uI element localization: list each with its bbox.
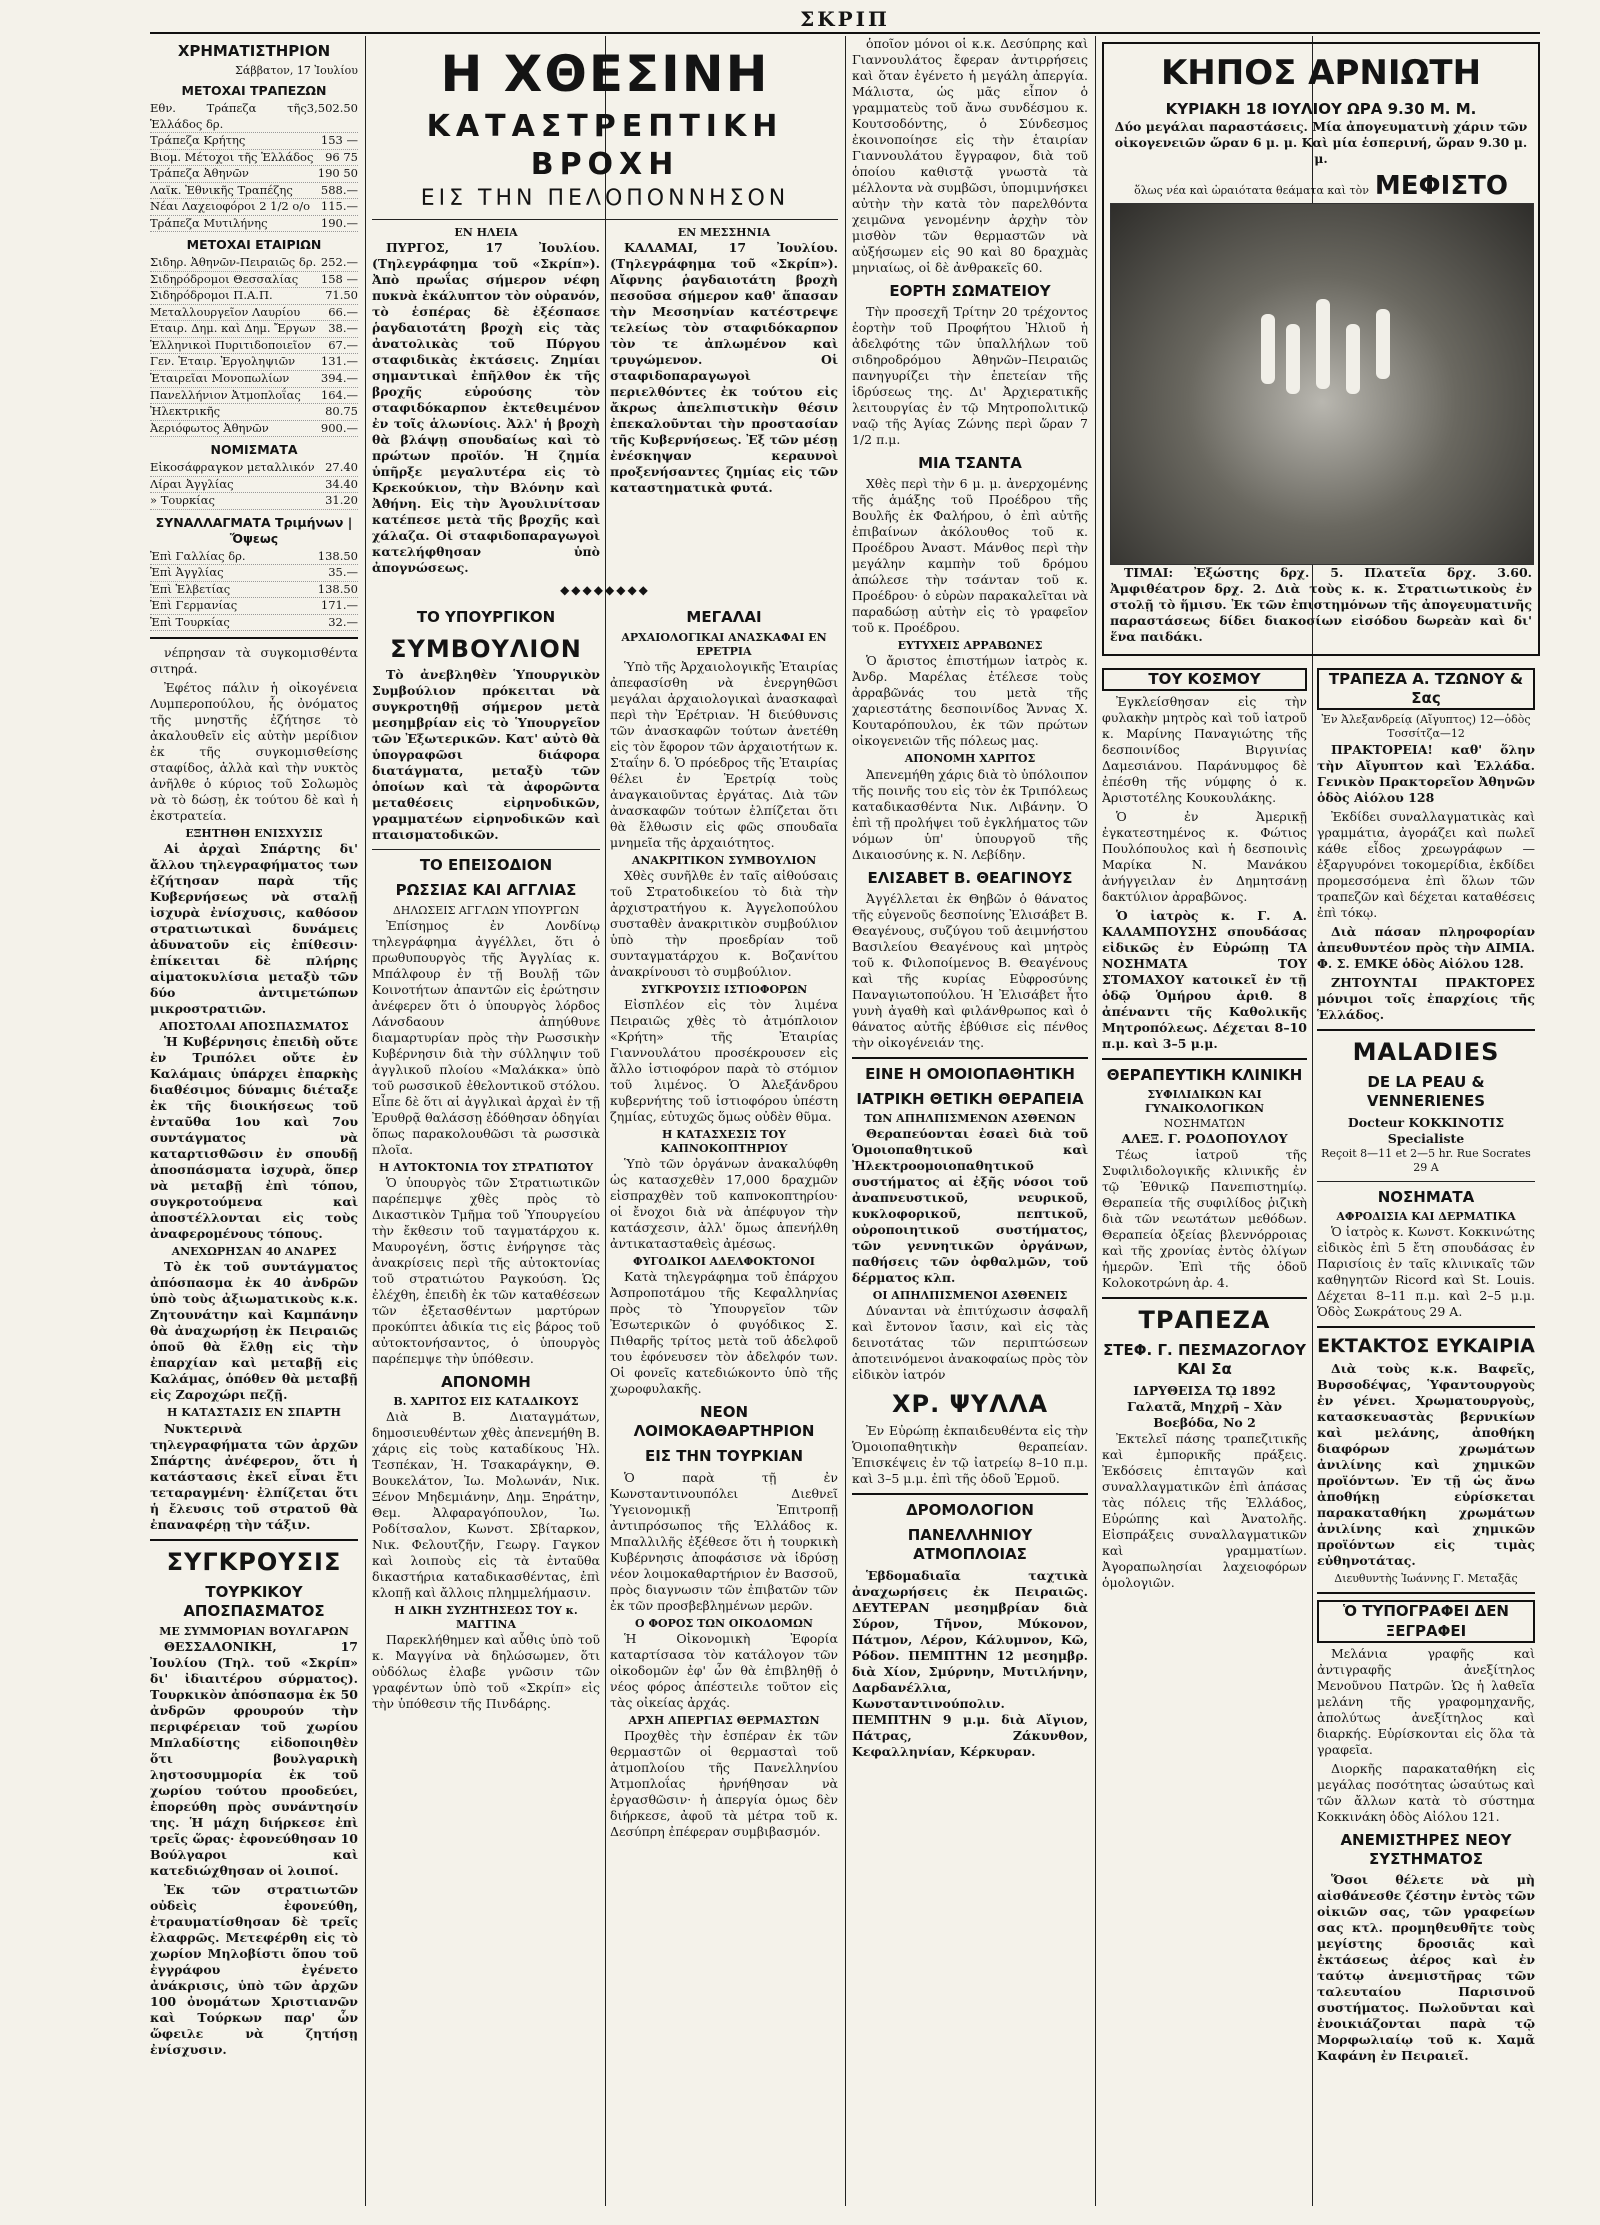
paragraph: Ὁ ἰατρὸς κ. Κωνστ. Κοκκινώτης εἰδικὸς ἐπὶ 5 ἔτη σπουδάσας ἐν Παρισίοις ἐν ταῖς κλινικαῖς τῶν καθηγητῶν Ricord καὶ St. Louis. Δέχεται 8–11 π.μ. καὶ 2–5 μ.μ. Ὁδὸς Σωκράτους 29 Α. xyxy=(1317,1224,1535,1320)
market-item-name: Ἐπὶ Γαλλίας δρ. xyxy=(150,548,246,563)
paragraph: Ἐκτελεῖ πάσης τραπεζιτικῆς καὶ ἐμπορικῆς πράξεις. Ἐκδόσεις ἐπιταγῶν καὶ συναλλαγματικῶν ἐπὶ ἁπάσας τὰς πόλεις τῆς Ἑλλάδος, Εὐρώπης καὶ Ἀνατολῆς. Εἰσπράξεις συναλλαγματικῶν καὶ γραμματίων. Ἀγοραπωλησίαι λαχειοφόρων ὁμολογιῶν. xyxy=(1102,1430,1307,1590)
paragraph: Ὅσοι θέλετε νὰ μὴ αἰσθάνεσθε ζέστην ἐντὸς τῶν οἰκιῶν σας, τῶν γραφείων σας κτλ. προμηθευθῆτε τοὺς μεγίστης δροσιᾶς καὶ ἐκτάσεως ἀέρος καὶ ἐν ταύτῳ ἀνεμιστῆρας τῶν ταλευταίου Παρισινοῦ συστήματος. Πωλοῦνται καὶ ἐνοικιάζονται παρὰ τῷ Μορφωλιαίῳ τοῦ κ. Χαμᾶ Καφάνη ἐν Πειραιεῖ. xyxy=(1317,1872,1535,2064)
market-item-value: 31.20 xyxy=(325,493,358,508)
paragraph: ΚΑΛΑΜΑΙ, 17 Ἰουλίου. (Τηλεγράφημα τοῦ «Σκρίπ»). Αἴφνης ῥαγδαιοτάτη βροχὴ πεσοῦσα σήμερον καθ' ἅπασαν τὴν Μεσσηνίαν κατέστρεψε τελείως τὸν σταφιδόκαρπον τὸν τε ἀπλωμένον καὶ τρυγώμενον. Οἱ σταφιδοπαραγωγοὶ περιελθόντες ἐκ τούτου εἰς ἄκρως ἀπελπιστικὴν θέσιν ἐπεκαλοῦνται τὴν προστασίαν τῆς Κυβερνήσεως. Ἐξ τῶν μέσῃ ἐνέσκηψαν κεραυνοὶ προξενήσαντες ζημίας εἰς τῶν καταστηματικὰ φυτά. xyxy=(610,240,838,496)
market-item-name: Ἐπὶ Ἀγγλίας xyxy=(150,565,224,580)
market-item-value: 115.— xyxy=(320,199,358,214)
paragraph: ΠΡΑΚΤΟΡΕΙΑ! καθ' ὅλην τὴν Αἴγυπτον καὶ Ἑλλάδα. Γενικὸν Πρακτορεῖον Ἀθηνῶν ὁδὸς Αἰόλου 128 xyxy=(1317,741,1535,805)
market-row xyxy=(150,216,358,233)
subheading: ΑΝΕΧΩΡΗΣΑΝ 40 ΑΝΔΡΕΣ xyxy=(171,1245,337,1259)
market-item-name: Πανελλήνιον Ἀτμοπλοΐας xyxy=(150,387,301,402)
paragraph: Ἀγγέλλεται ἐκ Θηβῶν ὁ θάνατος τῆς εὐγενοῦς δεσποίνης Ἐλισάβετ Β. Θεαγένους, συζύγου τοῦ ἀειμνήστου Βασιλείου Θεαγένους καὶ μητρὸς τοῦ κ. Φιλοποίμενος Β. Θεαγένους καὶ τῆς κυρίας Εὐφροσύνης Παναγιωτοπούλου. Ἡ Ἐλισάβετ ἦτο γυνὴ ἀγαθὴ καὶ φιλάνθρωπος καὶ ὁ θάνατος αὐτῆς ἐβύθισε εἰς πένθος τὴν οἰκογένειάν της. xyxy=(852,890,1088,1050)
subheading: ΕΝ ΜΕΣΣΗΝΙΑ xyxy=(677,225,771,239)
paragraph: Ἡ Κυβέρνησις ἐπειδὴ οὔτε ἐν Τριπόλει οὔτε ἐν Καλάμαις ὑπάρχει ἐπαρκὴς διαθέσιμος δύναμις διέταξε ἐκ τῆς διοικήσεως τοῦ ἐνταῦθα 1ου καὶ 7ου συντάγματος νὰ καταρτισθῶσιν ἐν σπουδῇ ἀποσπάσματα ἰσχυρὰ, ὅπερ νὰ μεταβῇ ἐπὶ τόπου, συγκροτούμενα καὶ ἀποστέλλονται εἰς τοὺς ἀναφερομένους τόπους. xyxy=(150,1034,358,1242)
paragraph: Χθὲς περὶ τὴν 6 μ. μ. ἀνερχομένης τῆς ἁμάξης τοῦ Προέδρου τῆς Βουλῆς ἐκ Φαλήρου, ὁ ἐπὶ αὐτῆς ἐπιβαίνων ἀκόλουθος τοῦ κ. Προέδρου Ἀναστ. Μάνθος περὶ τὴν μεγάλην καμπὴν τοῦ δρόμου ἀπώλεσε τὴν τσάνταν τοῦ κ. Προέδρου· ὁ εὑρὼν παρακαλεῖται νὰ παραδώσῃ αὐτὴν εἰς τὸ γραφεῖον τοῦ κ. Προέδρου. xyxy=(852,476,1088,636)
market-row xyxy=(150,338,358,355)
market-item-name: Εἰκοσάφραγκον μεταλλικόν xyxy=(150,460,315,475)
paragraph: νέπρησαν τὰ συγκομισθέντα σιτηρά. xyxy=(150,645,358,677)
market-item-value: 66.— xyxy=(328,304,358,319)
market-row xyxy=(150,150,358,167)
main-headline-3: ΕΙΣ ΤΗΝ ΠΕΛΟΠΟΝΝΗΣΟΝ xyxy=(420,185,790,211)
market-item-name: Ἐπὶ Γερμανίας xyxy=(150,598,238,613)
market-item-value: 96 75 xyxy=(325,149,358,164)
doctor-name: Docteur ΚΟΚΚΙΝΟΤΙΣ Specialiste xyxy=(1347,1114,1505,1146)
bank-title: ΤΡΑΠΕΖΑ xyxy=(1138,1305,1271,1334)
right-ad-column xyxy=(1102,36,1540,2206)
paragraph: Χθὲς συνῆλθε ἐν ταῖς αἰθούσαις τοῦ Στρατοδικείου τὸ διὰ τὴν ἀρχιστρατήγου κ. Ἀγγελοπούλου συσταθὲν ἀνακριτικὸν συμβούλιον ὑπὸ τὴν προεδρίαν τοῦ συνταγματάρχου κ. Βοζανίτου ἀνακρίνουσι τὸ συμβούλιον. xyxy=(610,867,838,979)
banks-table xyxy=(150,101,358,232)
ad-headline: ΙΑΤΡΙΚΗ ΘΕΤΙΚΗ ΘΕΡΑΠΕΙΑ xyxy=(856,1089,1084,1108)
clinic-title: ΘΕΡΑΠΕΥΤΙΚΗ ΚΛΙΝΙΚΗ xyxy=(1106,1066,1303,1085)
market-item-name: Ἑλληνικοὶ Πυριτιδοποιεῖον xyxy=(150,337,312,352)
center-column xyxy=(372,36,838,2206)
market-item-value: 131.— xyxy=(320,354,358,369)
headline-sub: ΑΡΧΑΙΟΛΟΓΙΚΑΙ ΑΝΑΣΚΑΦΑΙ ΕΝ ΕΡΕΤΡΙΑ xyxy=(621,630,827,658)
headline: ΕΚΤΑΚΤΟΣ ΕΥΚΑΙΡΙΑ xyxy=(1317,1335,1535,1358)
headline: ΑΠΟΝΟΜΗ xyxy=(441,1372,531,1391)
market-row xyxy=(150,101,358,133)
subheading: ΑΠΟΣΤΟΛΑΙ ΑΠΟΣΠΑΣΜΑΤΟΣ xyxy=(159,1020,349,1034)
market-row xyxy=(150,321,358,338)
market-item-name: Νέαι Λαχειοφόροι 2 1/2 ο/ο xyxy=(150,199,311,214)
market-item-value: 138.50 xyxy=(317,581,358,596)
headline: ΜΙΑ ΤΣΑΝΤΑ xyxy=(918,454,1022,473)
headline: ΣΥΓΚΡΟΥΣΙΣ xyxy=(166,1547,342,1576)
mefisto-title: ΜΕΦΙΣΤΟ xyxy=(1374,170,1508,201)
market-item-value: 38.— xyxy=(328,321,358,336)
market-item-name: Σιδηρόδρομοι Π.Α.Π. xyxy=(150,288,273,303)
paragraph: Διὰ πάσαν πληροφορίαν ἀπευθυντέον πρὸς τὴν ΑΙΜΙΑ. Φ. Σ. ΕΜΚΕ ὁδὸς Αἰόλου 128. xyxy=(1317,923,1535,971)
paragraph: Τὸ ἀνεβληθὲν Ὑπουργικὸν Συμβούλιον πρόκειται νὰ συγκροτηθῇ σήμερον μετὰ μεσημβρίαν εἰς τὸ Ὑπουργεῖον τῶν Ἐξωτερικῶν. Κατ' αὐτὸ θὰ ὑπογραφῶσι διάφορα διατάγματα, μεταξὺ τῶν ὁποίων καὶ τὰ ἀφορῶντα μεταθέσεις εἰρηνοδικῶν, γραμματέων εἰρηνοδικῶν καὶ πταισματοδικῶν. xyxy=(372,667,600,843)
headline: ΜΕΓΑΛΑΙ xyxy=(686,608,762,627)
prices: ΤΙΜΑΙ: Ἐξώστης δρχ. 5. Πλατεῖα δρχ. 3.60. Ἀμφιθέατρον δρχ. 2. Διὰ τοὺς κ. κ. Στρατιωτικοὺς ἐν στολῇ τὸ ἥμισυ. Ἐκ τῶν ἐπιστημόνων τῆς ἀπογευματινῆς παραστάσεως δίδει διακοσίων εἰσόδου δωρεὰν καὶ δι' ἕνα παιδάκι. xyxy=(1110,564,1532,644)
subheading: ΣΥΓΚΡΟΥΣΙΣ ΙΣΤΙΟΦΟΡΩΝ xyxy=(640,982,808,996)
market-row xyxy=(150,371,358,388)
ornament-divider: ◆◆◆◆◆◆◆◆ xyxy=(560,583,650,598)
market-row xyxy=(150,133,358,150)
clinic-sub: ΣΥΦΙΛΙΔΙΚΩΝ ΚΑΙ ΓΥΝΑΙΚΟΛΟΓΙΚΩΝ xyxy=(1144,1088,1265,1116)
paragraph: Μελάνια γραφῆς καὶ ἀντιγραφῆς ἀνεξίτηλος Μενοῦνου Πατρῶν. Ὡς ἡ λαθεῖα μελάνη τῆς γραφομηχανῆς, ἀπολύτως ἀνεξίτηλος καὶ διαρκής. Εὑρίσκονται εἰς ὅλα τὰ γραφεῖα. xyxy=(1317,1645,1535,1757)
market-item-name: Ἠλεκτρικῆς xyxy=(150,404,221,419)
newspaper-name: ΣΚΡΙΠ xyxy=(800,7,890,31)
market-row xyxy=(150,166,358,183)
garden-title: ΚΗΠΟΣ ΑΡΝΙΩΤΗ xyxy=(1160,53,1482,93)
market-row xyxy=(150,183,358,200)
paragraph: Διορκῆς παρακαταθήκη εἰς μεγάλας ποσότητας ὡσαύτως καὶ τῶν ἄλλων κατὰ τὸ σύστημα Κοκκινάκη ὁδὸς Αἰόλου 121. xyxy=(1317,1760,1535,1824)
market-item-value: 27.40 xyxy=(325,460,358,475)
market-item-value: 252.— xyxy=(320,255,358,270)
headline-sub: ΣΥΜΒΟΥΛΙΟΝ xyxy=(390,634,582,663)
market-item-value: 34.40 xyxy=(325,476,358,491)
headline-sub: ΕΙΣ ΤΗΝ ΤΟΥΡΚΙΑΝ xyxy=(644,1447,804,1466)
headline: ΤΟ ΕΠΕΙΣΟΔΙΟΝ xyxy=(419,856,553,875)
market-row xyxy=(150,598,358,615)
headline-sub: ΡΩΣΣΙΑΣ ΚΑΙ ΑΓΓΛΙΑΣ xyxy=(395,881,577,900)
market-item-value: 158 — xyxy=(320,271,358,286)
market-item-name: Εθν. Τράπεζα τῆς Ἑλλάδος δρ. xyxy=(150,101,307,131)
market-item-value: 153 — xyxy=(320,133,358,148)
headline-sub: ΤΟΥΡΚΙΚΟΥ ΑΠΟΣΠΑΣΜΑΤΟΣ xyxy=(183,1583,325,1621)
paragraph: Ἐκ τῶν στρατιωτῶν οὐδεὶς ἐφονεύθη, ἐτραυματίσθησαν δὲ τρεῖς ἐλαφρῶς. Μετεφέρθη εἰς τὸ χωρίον Μηλοβίστι ὅπου τοῦ ἐγγράφου ἐγένετο ἀνάκρισις, ὑπὸ τῶν ἀρχῶν 100 ὀνομάτων Χριστιανῶν καὶ Τούρκων παρ' ὧν ὥφειλε νὰ ζητήσῃ ἐνίσχυσιν. xyxy=(150,1881,358,2057)
paragraph: Ὁ ὑπουργὸς τῶν Στρατιωτικῶν παρέπεμψε χθὲς πρὸς τὸ Δικαστικὸν Τμῆμα τοῦ Ὑπουργείου τὴν ἔκθεσιν τοῦ ταγματάρχου κ. Μαυρογένη, ὅστις ἐνήργησε τὰς ἀνακρίσεις περὶ τῆς αὐτοκτονίας τοῦ στρατιώτου Ραγκούση. Ὡς ἐλέχθη, ἐπειδὴ ἐκ τῶν καταθέσεων τῶν ἐξετασθέντων μαρτύρων προκύπτει ἀδικία τις εἰς βάρος τοῦ αὐτοκτονήσαντος, ὁ ὑπουργὸς παρέπεμψε τὴν ὑπόθεσιν. xyxy=(372,1174,600,1366)
paragraph: ΘΕΣΣΑΛΟΝΙΚΗ, 17 Ἰουλίου (Τηλ. τοῦ «Σκρίπ» δι' ἰδιαιτέρου σύρματος). Τουρκικὸν ἀπόσπασμα ἐκ 50 ἀνδρῶν φρουρούν τὴν περιφέρειαν τοῦ χωρίου Μπλαδίστης εἰδοποιηθὲν ὅτι βουλγαρικὴ ληστοσυμμορία ἐκ τοῦ χωρίου τούτου προοδεύει, ἐπορεύθη πρὸς συνάντησίν της. Ἡ μάχη διήρκεσε ἐπὶ τρεῖς ὥρας· ἐφονεύθησαν 10 Βούλγαροι καὶ κατεδιώχθησαν οἱ λοιποί. xyxy=(150,1638,358,1878)
subheading: Η ΚΑΤΑΣΤΑΣΙΣ ΕΝ ΣΠΑΡΤΗ xyxy=(167,1406,341,1420)
market-row xyxy=(150,460,358,477)
headline: ΝΟΣΗΜΑΤΑ xyxy=(1377,1187,1475,1206)
market-item-value: 164.— xyxy=(320,387,358,402)
paragraph: Τέως ἰατροῦ τῆς Συφιλιδολογικῆς κλινικῆς ἐν τῷ Ἐθνικῷ Πανεπιστημίῳ. Θεραπεία τῆς συφιλίδος ῥιζικὴ διὰ τῶν νεωτάτων μεθόδων. Θεραπεία ὀξείας βλεννόρροιας καὶ τῆς χρονίας ἐντὸς ὀλίγων ἡμερῶν. Ἐπὶ τῆς ὁδοῦ Κολοκοτρώνη ἀρ. 4. xyxy=(1102,1146,1307,1290)
main-headline: Η ΧΘΕΣΙΝΗ xyxy=(440,45,770,103)
right-mid-column xyxy=(852,36,1088,2206)
market-row xyxy=(150,255,358,272)
paragraph: Ὁ ἄριστος ἐπιστήμων ἰατρὸς κ. Ἀνδρ. Μαρέλας ἐτέλεσε τοὺς ἀρραβῶνάς του μετὰ τῆς χαριεστάτης δεσποινίδος Ἄννας Χ. Κουταρόπουλου, ἐκ τῶν πρώτων οἰκογενειῶν τῆς πόλεως μας. xyxy=(852,653,1088,749)
headline-sub: ΔΗΛΩΣΕΙΣ ΑΓΓΛΩΝ ΥΠΟΥΡΓΩΝ xyxy=(392,903,580,917)
acrobats-photo xyxy=(1110,203,1534,565)
market-date: Σάββατον, 17 Ἰουλίου xyxy=(235,64,358,78)
mefisto-lead: ὅλως νέα καὶ ὡραιότατα θεάματα καὶ τὸν xyxy=(1134,183,1369,197)
market-item-value: 900.— xyxy=(320,420,358,435)
subheading: Η ΚΑΤΑΣΧΕΣΙΣ ΤΟΥ ΚΑΠΝΟΚΟΠΤΗΡΙΟΥ xyxy=(660,1127,788,1155)
headline: ΤΟ ΥΠΟΥΡΓΙΚΟΝ xyxy=(416,608,556,627)
market-item-value: 80.75 xyxy=(325,404,358,419)
paragraph: Ἀπενεμήθη χάρις διὰ τὸ ὑπόλοιπον τῆς ποινῆς του εἰς τὸν ἐκ Τριπόλεως καταδικασθέντα Νικ. Λιβάνην. Ὁ ἐπὶ τῇ προλήψει τοῦ ἐγκλήματος τῶν νόμων ὑπ' ὑπουργοῦ τῆς Δικαιοσύνης κ. Ν. Λεβίδην. xyxy=(852,766,1088,862)
market-item-name: Τράπεζα Κρήτης xyxy=(150,133,246,148)
paragraph: ΖΗΤΟΥΝΤΑΙ ΠΡΑΚΤΟΡΕΣ μόνιμοι τοῖς ἐπαρχίοις τῆς Ἑλλάδος. xyxy=(1317,974,1535,1022)
subheading: Ο ΦΟΡΟΣ ΤΩΝ ΟΙΚΟΔΟΜΩΝ xyxy=(635,1616,813,1630)
paragraph: ΠΥΡΓΟΣ, 17 Ἰουλίου. (Τηλεγράφημα τοῦ «Σκρίπ»). Ἀπὸ πρωΐας σήμερον νέφη πυκνὰ ἐκάλυπτον τὸν οὐρανόν, τὸ ἑσπέρας δὲ ἐξέσπασε ῥαγδαιοτάτη βροχὴ εἰς τὰς ἀνατολικὰς τοῦ Πύργου σταφιδικὰς ἐκτάσεις. Ζημίαι σημαντικαὶ ἐπῆλθον ἐκ τῆς βροχῆς εὑρούσης τὸν σταφιδόκαρπον ἐκτεθειμένον ἐν τοῖς ἁλωνίοις. Ἀλλ' ἡ βροχὴ θὰ βλάψῃ σπουδαίως καὶ τὸ πρώτων προϊόν. Ἡ ζημία ὑπῆρξε μεγαλυτέρα εἰς τὸ Κρεκούκιον, τὴν Βλόνην καὶ Ἀθήνη. Εἰς τὴν Ἀγουλινίτσαν κατέπεσε μετὰ τῆς βροχῆς καὶ χάλαζα. Οἱ σταφιδοπαραγωγοὶ κατελήφθησαν ὑπὸ ἀπογνώσεως. xyxy=(372,240,600,576)
headline-sub: Β. ΧΑΡΙΤΟΣ ΕΙΣ ΚΑΤΑΔΙΚΟΥΣ xyxy=(393,1395,579,1408)
maladies-title: MALADIES xyxy=(1352,1037,1500,1066)
headline-sub: ΑΦΡΟΔΙΣΙΑ ΚΑΙ ΔΕΡΜΑΤΙΚΑ xyxy=(1336,1209,1516,1223)
market-item-name: Λίραι Ἀγγλίας xyxy=(150,476,234,491)
market-item-value: 190.— xyxy=(320,215,358,230)
headline: ΤΟΥ ΚΟΣΜΟΥ xyxy=(1102,668,1307,691)
paragraph: Θεραπεύονται ἐσαεὶ διὰ τοῦ Ὁμοιοπαθητικοῦ καὶ Ἠλεκτροομοιοπαθητικοῦ συστήματος αἱ ἐξῆς νόσοι τοῦ ἀναπνευστικοῦ, νευρικοῦ, κυκλοφορικοῦ, πεπτικοῦ, οὐροποιητικοῦ συστήματος, τῶν γεννητικῶν ὀργάνων, παθήσεις τῶν ὀφθαλμῶν, τοῦ δέρματος κλπ. xyxy=(852,1126,1088,1286)
masthead xyxy=(150,6,1540,34)
paragraph: Αἱ ἀρχαὶ Σπάρτης δι' ἄλλου τηλεγραφήματος των ἐζήτησαν παρὰ τῆς Κυβερνήσεως νὰ σταλῇ ἰσχυρὰ ἐνίσχυσις, καθόσον στρατιωτικαὶ δυνάμεις ἀδυνατοῦν εἰς ἐπίθεσιν· ἐπίκειται δὲ πλήρης αἱματοκυλίσια μεταξὺ τῶν δύο ἀντιμετώπων μικροστρατιῶν. xyxy=(150,841,358,1017)
market-row xyxy=(150,354,358,371)
subheading: ΟΙ ΑΠΗΛΠΙΣΜΕΝΟΙ ΑΣΘΕΝΕΙΣ xyxy=(872,1289,1068,1303)
column-rule xyxy=(845,36,846,2206)
column-rule xyxy=(1095,36,1096,2206)
market-item-name: Βιομ. Μέτοχοι τῆς Ἑλλάδος xyxy=(150,149,314,164)
bank-title: ΤΡΑΠΕΖΑ Α. ΤΖΩΝΟΥ & Σας xyxy=(1317,668,1535,710)
doctor-address: Reçoit 8—11 et 2—5 hr. Rue Socrates 29 A xyxy=(1321,1146,1531,1174)
market-title: ΧΡΗΜΑΤΙΣΤΗΡΙΟΝ xyxy=(177,42,331,60)
market-item-name: Ἑταιρεῖαι Μονοπωλίων xyxy=(150,371,290,385)
exchange-table xyxy=(150,549,358,632)
paragraph: Δύνανται νὰ ἐπιτύχωσιν ἀσφαλῆ καὶ ἔντονον ἴασιν, καὶ εἰς τὰς δεινοτάτας τῶν περιπτώσεων ἀποτεινόμενοι ἀνακοφαίως πρὸς τὸν εἰδικὸν ἰατρόν xyxy=(852,1303,1088,1383)
clinic-sub: ΝΟΣΗΜΑΤΩΝ xyxy=(1163,1116,1246,1130)
paragraph: Κατὰ τηλεγράφημα τοῦ ἐπάρχου Ἀσπροποτάμου τῆς Κεφαλληνίας πρὸς τὸ Ὑπουργεῖον τῶν Ἐσωτερικῶν ὁ φυγόδικος Σ. Πιθαρῆς τρίτος μετὰ τοῦ ἀδελφοῦ του ἐφόνευσεν τὸν ἀδελφόν των. Οἱ φονεῖς κατεδιώκοντο ὑπὸ τῆς χωροφυλακῆς. xyxy=(610,1269,838,1397)
market-row xyxy=(150,549,358,566)
ad-headline: ΕΙΝΕ Η ΟΜΟΙΟΠΑΘΗΤΙΚΗ xyxy=(865,1064,1075,1083)
market-item-value: 32.— xyxy=(328,614,358,629)
paragraph: Ἑβδομαδιαῖα ταχτικὰ ἀναχωρήσεις ἐκ Πειραιῶς. ΔΕΥΤΕΡΑΝ μεσημβρίαν διὰ Σύρον, Τῆνον, Μύκονον, Πάτμον, Λέρον, Κάλυμνον, Κῶ, Ρόδον. ΠΕΜΠΤΗΝ 12 μεσημβρ. διὰ Χίον, Σμύρνην, Μυτιλήνην, Δαρδανέλλια, Κωνσταντινούπολιν. ΠΕΜΠΤΗΝ 9 μ.μ. διὰ Αἴγιον, Πάτρας, Ζάκυνθον, Κεφαλληνίαν, Κέρκυραν. xyxy=(852,1567,1088,1759)
subheading: Η ΔΙΚΗ ΣΥΖΗΤΗΣΕΩΣ ΤΟΥ κ. ΜΑΓΓΙΝΑ xyxy=(394,1604,578,1632)
paragraph: Ἐκδίδει συναλλαγματικὰς καὶ γραμμάτια, ἀγοράζει καὶ πωλεῖ κάθε εἶδος χρεωγράφων — ἐξαργυρόνει τοκομερίδια, ἐκδίδει προμεσσόμενα ἐπὶ ὅλων τῶν τραπεζῶν καὶ δέχεται καταθέσεις ἐπὶ τόκῳ. xyxy=(1317,808,1535,920)
paragraph: ὁποῖον μόνοι οἱ κ.κ. Δεσύπρης καὶ Γιαννουλάτος ἔφεραν ἀντιρρήσεις καὶ ὅταν ἐγένετο ἡ μεγάλη ἀπεργία. Μάλιστα, ὡς μᾶς εἶπον ὁ γραμματεὺς τοῦ ἄνω συνδέσμου κ. Κουτσοδόντης, ὁ Σύνδεσμος ἐκοινοποίησε εἰς τὴν ἑταιρίαν Γιαννουλάτου ἔγγραφον, διὰ τοῦ ὁποίου καθιστᾷ γνωστὰ τὰ μέλλοντα νὰ συμβῶσι, ὑπομιμνήσκει αὐτὴν τὴν κατὰ τὸν παρελθόντα χειμῶνα γενομένην ἀρχὴν τὸν μισθὸν τῶν θερμαστῶν νὰ αὐξήσωμεν εἰς 90 καὶ 80 δραχμὰς μηνιαίως, οἱ δὲ ἀνθρακεῖς 60. xyxy=(852,36,1088,275)
market-item-value: 394.— xyxy=(320,371,358,385)
market-item-value: 190 50 xyxy=(317,166,358,181)
market-row xyxy=(150,305,358,322)
market-item-name: Γεν. Ἑταιρ. Ἐργοληψιῶν xyxy=(150,354,296,369)
market-item-value: 35.— xyxy=(328,565,358,580)
market-item-value: 3,502.50 xyxy=(306,101,358,116)
market-item-name: Ἐπὶ Τουρκίας xyxy=(150,614,230,629)
paragraph: Τὸ ἐκ τοῦ συντάγματος ἀπόσπασμα ἐκ 40 ἀνδρῶν ὑπὸ τοὺς ἀξιωματικοὺς κ.κ. Ζητουνάτην καὶ Καμπάνην θὰ ἀναχωρήσῃ ἐκ Πειραιῶς ὁποῦ θὰ ἔλθῃ εἰς τὴν ἐπαρχίαν καὶ μεταβῇ εἰς Καλάμας, ὁπόθεν θὰ μεταβῇ εἰς Ζαροχώρι πεζῇ. xyxy=(150,1259,358,1403)
clinic-doctor: ΑΛΕΞ. Γ. ΡΟΔΟΠΟΥΛΟΥ xyxy=(1121,1130,1288,1146)
bank-founded: ΙΔΡΥΘΕΙΣΑ Τῼ 1892 xyxy=(1133,1382,1276,1398)
paragraph: Εἰσπλέον εἰς τὸν λιμένα Πειραιῶς χθὲς τὸ ἀτμόπλοιον «Κρήτη» τῆς Ἑταιρίας Γιαννουλάτου προσέκρουσεν εἰς ἄλλο ἱστιοφόρον παρὰ τὸ στόμιον τοῦ λιμένος. Ὁ Ἀλεξάνδρου κυβερνήτης τοῦ ἱστιοφόρου ὑπέστη ζημίας, εὐτυχῶς ὅμως οὐδὲν θῦμα. xyxy=(610,996,838,1124)
headline: ΕΟΡΤΗ ΣΩΜΑΤΕΙΟΥ xyxy=(889,282,1051,300)
market-item-value: 67.— xyxy=(328,337,358,352)
companies-table xyxy=(150,255,358,437)
coins-title: ΝΟΜΙΣΜΑΤΑ xyxy=(210,442,298,458)
paragraph: Ἐγκλείσθησαν εἰς τὴν φυλακὴν μητρὸς καὶ τοῦ ἰατροῦ κ. Μαρίνης Παναγιώτης τῆς δεσποινίδος Βιργινίας Δαμεσιάνου. Παράνυμφος δὲ ἐπέσθη τῆς νύμφης ὁ κ. Ἀριστοτέλης Κουκουλάκης. xyxy=(1102,694,1307,806)
doctor-name: ΧΡ. ΨΥΛΛΑ xyxy=(891,1390,1049,1419)
subheading: ΕΞΗΤΗΘΗ ΕΝΙΣΧΥΣΙΣ xyxy=(185,827,323,841)
market-row xyxy=(150,272,358,289)
market-item-name: Ἀεριόφωτος Ἀθηνῶν xyxy=(150,420,269,435)
subheading: ΑΡΧΗ ΑΠΕΡΓΙΑΣ ΘΕΡΜΑΣΤΩΝ xyxy=(628,1713,820,1727)
bank-address: Ἐν Ἀλεξανδρείᾳ (Αἴγυπτος) 12—ὁδὸς Τοσσίτζα—12 xyxy=(1321,713,1531,741)
market-item-name: Εταιρ. Δημ. καὶ Δημ. Ἔργων xyxy=(150,321,316,336)
subheading: ΕΝ ΗΛΕΙΑ xyxy=(454,225,518,239)
companies-title: ΜΕΤΟΧΑΙ ΕΤΑΙΡΙΩΝ xyxy=(186,237,322,253)
market-row xyxy=(150,421,358,438)
ad-headline: ΤΩΝ ΑΠΗΛΠΙΣΜΕΝΩΝ ΑΣΘΕΝΩΝ xyxy=(864,1112,1076,1126)
date-line: ΚΥΡΙΑΚΗ 18 ΙΟΥΛΙΟΥ ΩΡΑ 9.30 Μ. Μ. xyxy=(1165,99,1477,118)
paragraph: Τὴν προσεχῆ Τρίτην 20 τρέχοντος ἑορτὴν τοῦ Προφήτου Ἠλιοῦ ἡ ἀδελφότης τῶν ὑπαλλήλων τοῦ σιδηροδρόμου Ἀθηνῶν–Πειραιῶς πανηγυρίζει τὴν ἑπετείαν τῆς ἱδρύσεως της. Δι' Ἀρχιερατικῆς λειτουργίας ἐν τῷ Μητροπολιτικῷ ναῷ τῆς Ἁγίας Ζώνης περὶ ὥραν 7 1/2 π.μ. xyxy=(852,304,1088,448)
market-row xyxy=(150,493,358,510)
market-row xyxy=(150,404,358,421)
market-row xyxy=(150,582,358,599)
column-rule xyxy=(365,36,366,2206)
subheading: Η ΑΥΤΟΚΤΟΝΙΑ ΤΟΥ ΣΤΡΑΤΙΩΤΟΥ xyxy=(378,1160,594,1174)
ad-headline: ΠΑΝΕΛΛΗΝΙΟΥ ΑΤΜΟΠΛΟΙΑΣ xyxy=(907,1526,1033,1564)
paragraph: Ἐν Εὐρώπῃ ἐκπαιδευθέντα εἰς τὴν Ὁμοιοπαθητικὴν θεραπείαν. Ἐπισκέψεις ἐν τῷ ἰατρείῳ 8–10 π.μ. καὶ 3–5 μ.μ. ἐπὶ τῆς ὁδοῦ Ἑρμοῦ. xyxy=(852,1422,1088,1486)
paragraph: Ἐφέτος πάλιν ἡ οἰκογένεια Λυμπεροπούλου, ἧς ὀνόματος τῆς μνηστῆς ἐζήτησε τὸ ἀκαλουθεῖν εἰς αὐτὴν μερίδιον ἐκ τῆς συγκομισθείσης σταφίδος, ἀλλὰ καὶ τὴν νυκτὸς ἀνῆλθε ὁ κύριος τοῦ Σολωμὸς νὰ τὸ δώσῃ, ἐκ τούτου δὲ καὶ ἡ ἐκστρατεία. xyxy=(150,680,358,824)
headline: ΑΝΕΜΙΣΤΗΡΕΣ ΝΕΟΥ ΣΥΣΤΗΜΑΤΟΣ xyxy=(1340,1830,1512,1868)
show-line: Δύο μεγάλαι παραστάσεις. Μία ἀπογευματινὴ χάριν τῶν οἰκογενειῶν ὥραν 6 μ. μ. Καὶ μία ἑσπερινή, ὥραν 9.30 μ. μ. xyxy=(1114,118,1528,166)
headline: ΝΕΟΝ ΛΟΙΜΟΚΑΘΑΡΤΗΡΙΟΝ xyxy=(633,1403,815,1441)
bank-address: Γαλατᾶ, Μηχρῆ – Χὰν Βοεβόδα, Νο 2 xyxy=(1126,1398,1283,1430)
headline: Ὁ ΤΥΠΟΓΡΑΦΕΙ ΔΕΝ ΞΕΓΡΑΦΕΙ xyxy=(1317,1600,1535,1642)
market-item-name: Σιδηρόδρομοι Θεσσαλίας xyxy=(150,271,299,286)
banks-title: ΜΕΤΟΧΑΙ ΤΡΑΠΕΖΩΝ xyxy=(181,83,327,99)
market-item-name: Λαϊκ. Ἐθνικῆς Τραπέζης xyxy=(150,182,293,197)
market-item-value: 588.— xyxy=(320,182,358,197)
paragraph: Προχθὲς τὴν ἑσπέραν ἐκ τῶν θερμαστῶν οἱ θερμασταὶ τοῦ ἀτμοπλοίου τῆς Πανελληνίου Ἀτμοπλοΐας ἠρνήθησαν νὰ ἐργασθῶσιν· ἡ ἀπεργία ὁμως δὲν διήρκεσε, ἀφοῦ τὰ μέτρα τοῦ κ. Δεσύπρη ἐπέφεραν συμβιβασμόν. xyxy=(610,1727,838,1839)
market-item-name: Σιδηρ. Ἀθηνῶν-Πειραιῶς δρ. xyxy=(150,255,317,270)
headline: ΕΛΙΣΑΒΕΤ Β. ΘΕΑΓΙΝΟΥΣ xyxy=(867,868,1073,887)
paragraph: Ὁ ἰατρὸς κ. Γ. Α. ΚΑΛΑΜΠΟΥΣΗΣ σπουδάσας εἰδικῶς ἐν Εὐρώπῃ ΤΑ ΝΟΣΗΜΑΤΑ ΤΟΥ ΣΤΟΜΑΧΟΥ κατοικεῖ ἐν τῇ ὁδῷ Ὁμήρου ἀριθ. 8 ἀπέναντι τῆς Καθολικῆς Μητροπόλεως. Δέχεται 8–10 π.μ. καὶ 3–5 μ.μ. xyxy=(1102,908,1307,1052)
headline-sub: ΜΕ ΣΥΜΜΟΡΙΑΝ ΒΟΥΛΓΑΡΩΝ xyxy=(159,1624,349,1638)
subheading: ΑΠΟΝΟΜΗ ΧΑΡΙΤΟΣ xyxy=(904,752,1036,766)
market-row xyxy=(150,565,358,582)
market-item-value: 71.50 xyxy=(325,288,358,303)
exchange-title: ΣΥΝΑΛΛΑΓΜΑΤΑ Τριμήνων | Ὄψεως xyxy=(155,514,353,546)
market-item-name: Τράπεζα Μυτιλήνης xyxy=(150,215,268,230)
paragraph: Διὰ Β. Διαταγμάτων, δημοσιευθέντων χθὲς ἀπενεμήθη Β. χάρις εἰς τοὺς καταδίκους Ἠλ. Τεσπέκαν, Ἠ. Τσακαράγκην, Θ. Βουκελάτον, Ἰω. Μολωνάν, Νικ. Ξένον Μηδεμιάνην, Δημ. Ξηράτην, Θεμ. Ἀλφαραγόπουλον, Ἰω. Ροδίτσαλον, Κωνστ. Σβίταρκον, Νικ. Φελουτζῆν, Γεωργ. Γαγκον καὶ λοιποὺς εἰς τὰ ἐνταῦθα δικαστήρια καταδικασθέντας, ἐπὶ κλοπῇ καὶ ἄλλοις πλημμελήμασιν. xyxy=(372,1409,600,1601)
market-item-name: Ἐπὶ Ἑλβετίας xyxy=(150,581,231,596)
paragraph: Ὁ ἐν Ἀμερικῇ ἐγκατεστημένος κ. Φώτιος Πουλόπουλος καὶ ἡ δεσποινὶς Μαρίκα Ν. Μανάκου ἀνήγγειλαν ἐν Δημητσάνῃ δακτύλιον ἀρραβῶνος. xyxy=(1102,809,1307,905)
market-row xyxy=(150,477,358,494)
main-headline-2: ΚΑΤΑΣΤΡΕΠΤΙΚΗ ΒΡΟΧΗ xyxy=(426,109,784,183)
ad-headline: ΔΡΟΜΟΛΟΓΙΟΝ xyxy=(906,1500,1034,1519)
subheading: ΑΝΑΚΡΙΤΙΚΟΝ ΣΥΜΒΟΥΛΙΟΝ xyxy=(631,853,817,867)
signature: Διευθυντὴς Ἰωάννης Γ. Μεταξᾶς xyxy=(1334,1572,1518,1586)
market-item-name: Μεταλλουργεῖον Λαυρίου xyxy=(150,304,301,319)
paragraph: Νυκτερινὰ τηλεγραφήματα τῶν ἀρχῶν Σπάρτης ἀνέφερον, ὅτι ἡ κατάστασις ἐκεῖ εἶναι ἔτι τεταραγμένη· ἐλπίζεται ὅτι ἡ ἔλευσις τοῦ στρατοῦ θὰ ἐπαναφέρῃ τὴν τάξιν. xyxy=(150,1420,358,1532)
market-item-name: Τράπεζα Ἀθηνῶν xyxy=(150,166,249,181)
market-row xyxy=(150,288,358,305)
left-column xyxy=(150,36,358,2206)
paragraph: Ὁ παρὰ τῇ ἐν Κωνσταντινουπόλει Διεθνεῖ Ὑγειονομικῇ Ἐπιτροπῇ ἀντιπρόσωπος τῆς Ἑλλάδος κ. Μπαλλιλῆς ἐξέθεσε ὅτι ἡ τουρκικὴ Κυβέρνησις ἀποφάσισε νὰ ἱδρύσῃ νέον λοιμοκαθαρτήριον ἐν Βασσοῦ, πρὸς διαγνωσιν τῶν ἐπιβατῶν τῶν ἐκ τῶν προσβεβλημένων μερῶν. xyxy=(610,1469,838,1613)
paragraph: Παρεκλήθημεν καὶ αὖθις ὑπὸ τοῦ κ. Μαγγίνα νὰ δηλώσωμεν, ὅτι οὐδόλως ἐλαβε γνῶσιν τῶν γραφέντων ὑπὸ τοῦ «Σκρίπ» εἰς τὴν ὑπόθεσιν τῆς Πινδάρης. xyxy=(372,1632,600,1712)
market-item-value: 138.50 xyxy=(317,548,358,563)
market-row xyxy=(150,388,358,405)
coins-table xyxy=(150,460,358,510)
subheading: ΦΥΓΟΔΙΚΟΙ ΑΔΕΛΦΟΚΤΟΝΟΙ xyxy=(633,1255,815,1269)
market-item-value: 171.— xyxy=(320,598,358,613)
maladies-sub: DE LA PEAU & VENNERIENES xyxy=(1366,1073,1486,1111)
subheading: ΕΥΤΥΧΕΙΣ ΑΡΡΑΒΩΝΕΣ xyxy=(897,639,1043,653)
paragraph: Ὑπὸ τῆς Ἀρχαιολογικῆς Ἑταιρίας ἀπεφασίσθη νὰ ἐνεργηθῶσι μεγάλαι ἀρχαιολογικαὶ ἀνασκαφαὶ περὶ τὴν Ἐρέτριαν. Ἡ διεύθυνσις τῶν ἀνασκαφῶν τούτων ἀνετέθη εἰς τὸν ἔφορον τῶν ἀρχαιοτήτων κ. Σταΐην δ. Ὁ πρόεδρος τῆς Ἑταιρίας θέλει ἐν Ἐρετρίᾳ τοὺς ἀναγκαιοῦντας ἐργάτας. Διὰ τῶν ἀνασκαφῶν τούτων ἐλπίζεται ὅτι θὰ ἔλθωσιν εἰς φῶς σπουδαῖα μνημεῖα τῆς ἀρχαιότητος. xyxy=(610,658,838,850)
market-item-name: » Τουρκίας xyxy=(150,493,215,508)
paragraph: Διὰ τοὺς κ.κ. Βαφεῖς, Βυρσοδέψας, Ὑφαντουργοὺς ἐν γένει. Χρωματουργοὺς, κατασκευαστὰς βερνικίων καὶ μελάνης, ἀποθήκη διαφόρων χρωμάτων ἀνιλίνης καὶ χημικῶν προϊόντων. Ἐν τῇ ὡς ἄνω ἀποθήκῃ εὑρίσκεται παρακαταθήκη χρωμάτων ἀνιλίνης καὶ χημικῶν προϊόντων εἰς τιμὰς εὐθηνοτάτας. xyxy=(1317,1361,1535,1569)
bank-name: ΣΤΕΦ. Γ. ΠΕΣΜΑΖΟΓΛΟΥ ΚΑΙ Σα xyxy=(1103,1341,1306,1379)
market-row xyxy=(150,199,358,216)
paragraph: Ὑπὸ τῶν ὀργάνων ἀνακαλύφθη ὡς κατασχεθὲν 17,000 δραχμῶν εἰσπραχθὲν τοῦ καπνοκοπτηρίου· οἱ ἔνοχοι διὰ νὰ ἀπέφυγον τὴν κατάσχεσιν, ἀλλ' ὅμως ἀπενήλθη ἀντικατασταθεὶς ἀμέσως. xyxy=(610,1156,838,1252)
theater-ad xyxy=(1102,42,1540,656)
market-row xyxy=(150,615,358,632)
paragraph: Ἡ Οἰκονομικὴ Ἐφορία καταρτίσασα τὸν κατάλογον τῶν οἰκοδομῶν ἐφ' ὧν θὰ ἐπιβληθῇ ὁ νέος φόρος ἀπέστειλε τοῦτον εἰς τὰς οἰκείας ἀρχάς. xyxy=(610,1630,838,1710)
paragraph: Ἐπίσημος ἐν Λονδίνῳ τηλεγράφημα ἀγγέλλει, ὅτι ὁ πρωθυπουργὸς τῆς Ἀγγλίας κ. Μπάλφουρ ἐν τῇ Βουλῇ τῶν Κοινοτήτων ἀπαντῶν εἰς ἐρώτησιν ἀνέφερεν ὅτι ὁ ὑπουργὸς λόρδος Λάνσδαουν ἀπηύθυνε διαμαρτυρίαν πρὸς τὴν Ρωσσικὴν Κυβέρνησιν διὰ τὴν σύλληψιν τοῦ ἀγγλικοῦ πλοίου «Μαλάκκα» ὑπὸ τοῦ ρωσσικοῦ ἐθελοντικοῦ στόλου. Εἶπε δὲ ὅτι αἱ ἀγγλικαὶ ἀρχαὶ ἐν τῇ Ἐρυθρᾷ θαλάσσῃ ἐδόθησαν ὁδηγίαι ὅπως παρακολουθῶσι τὰ ρωσσικὰ πλοῖα. xyxy=(372,917,600,1157)
